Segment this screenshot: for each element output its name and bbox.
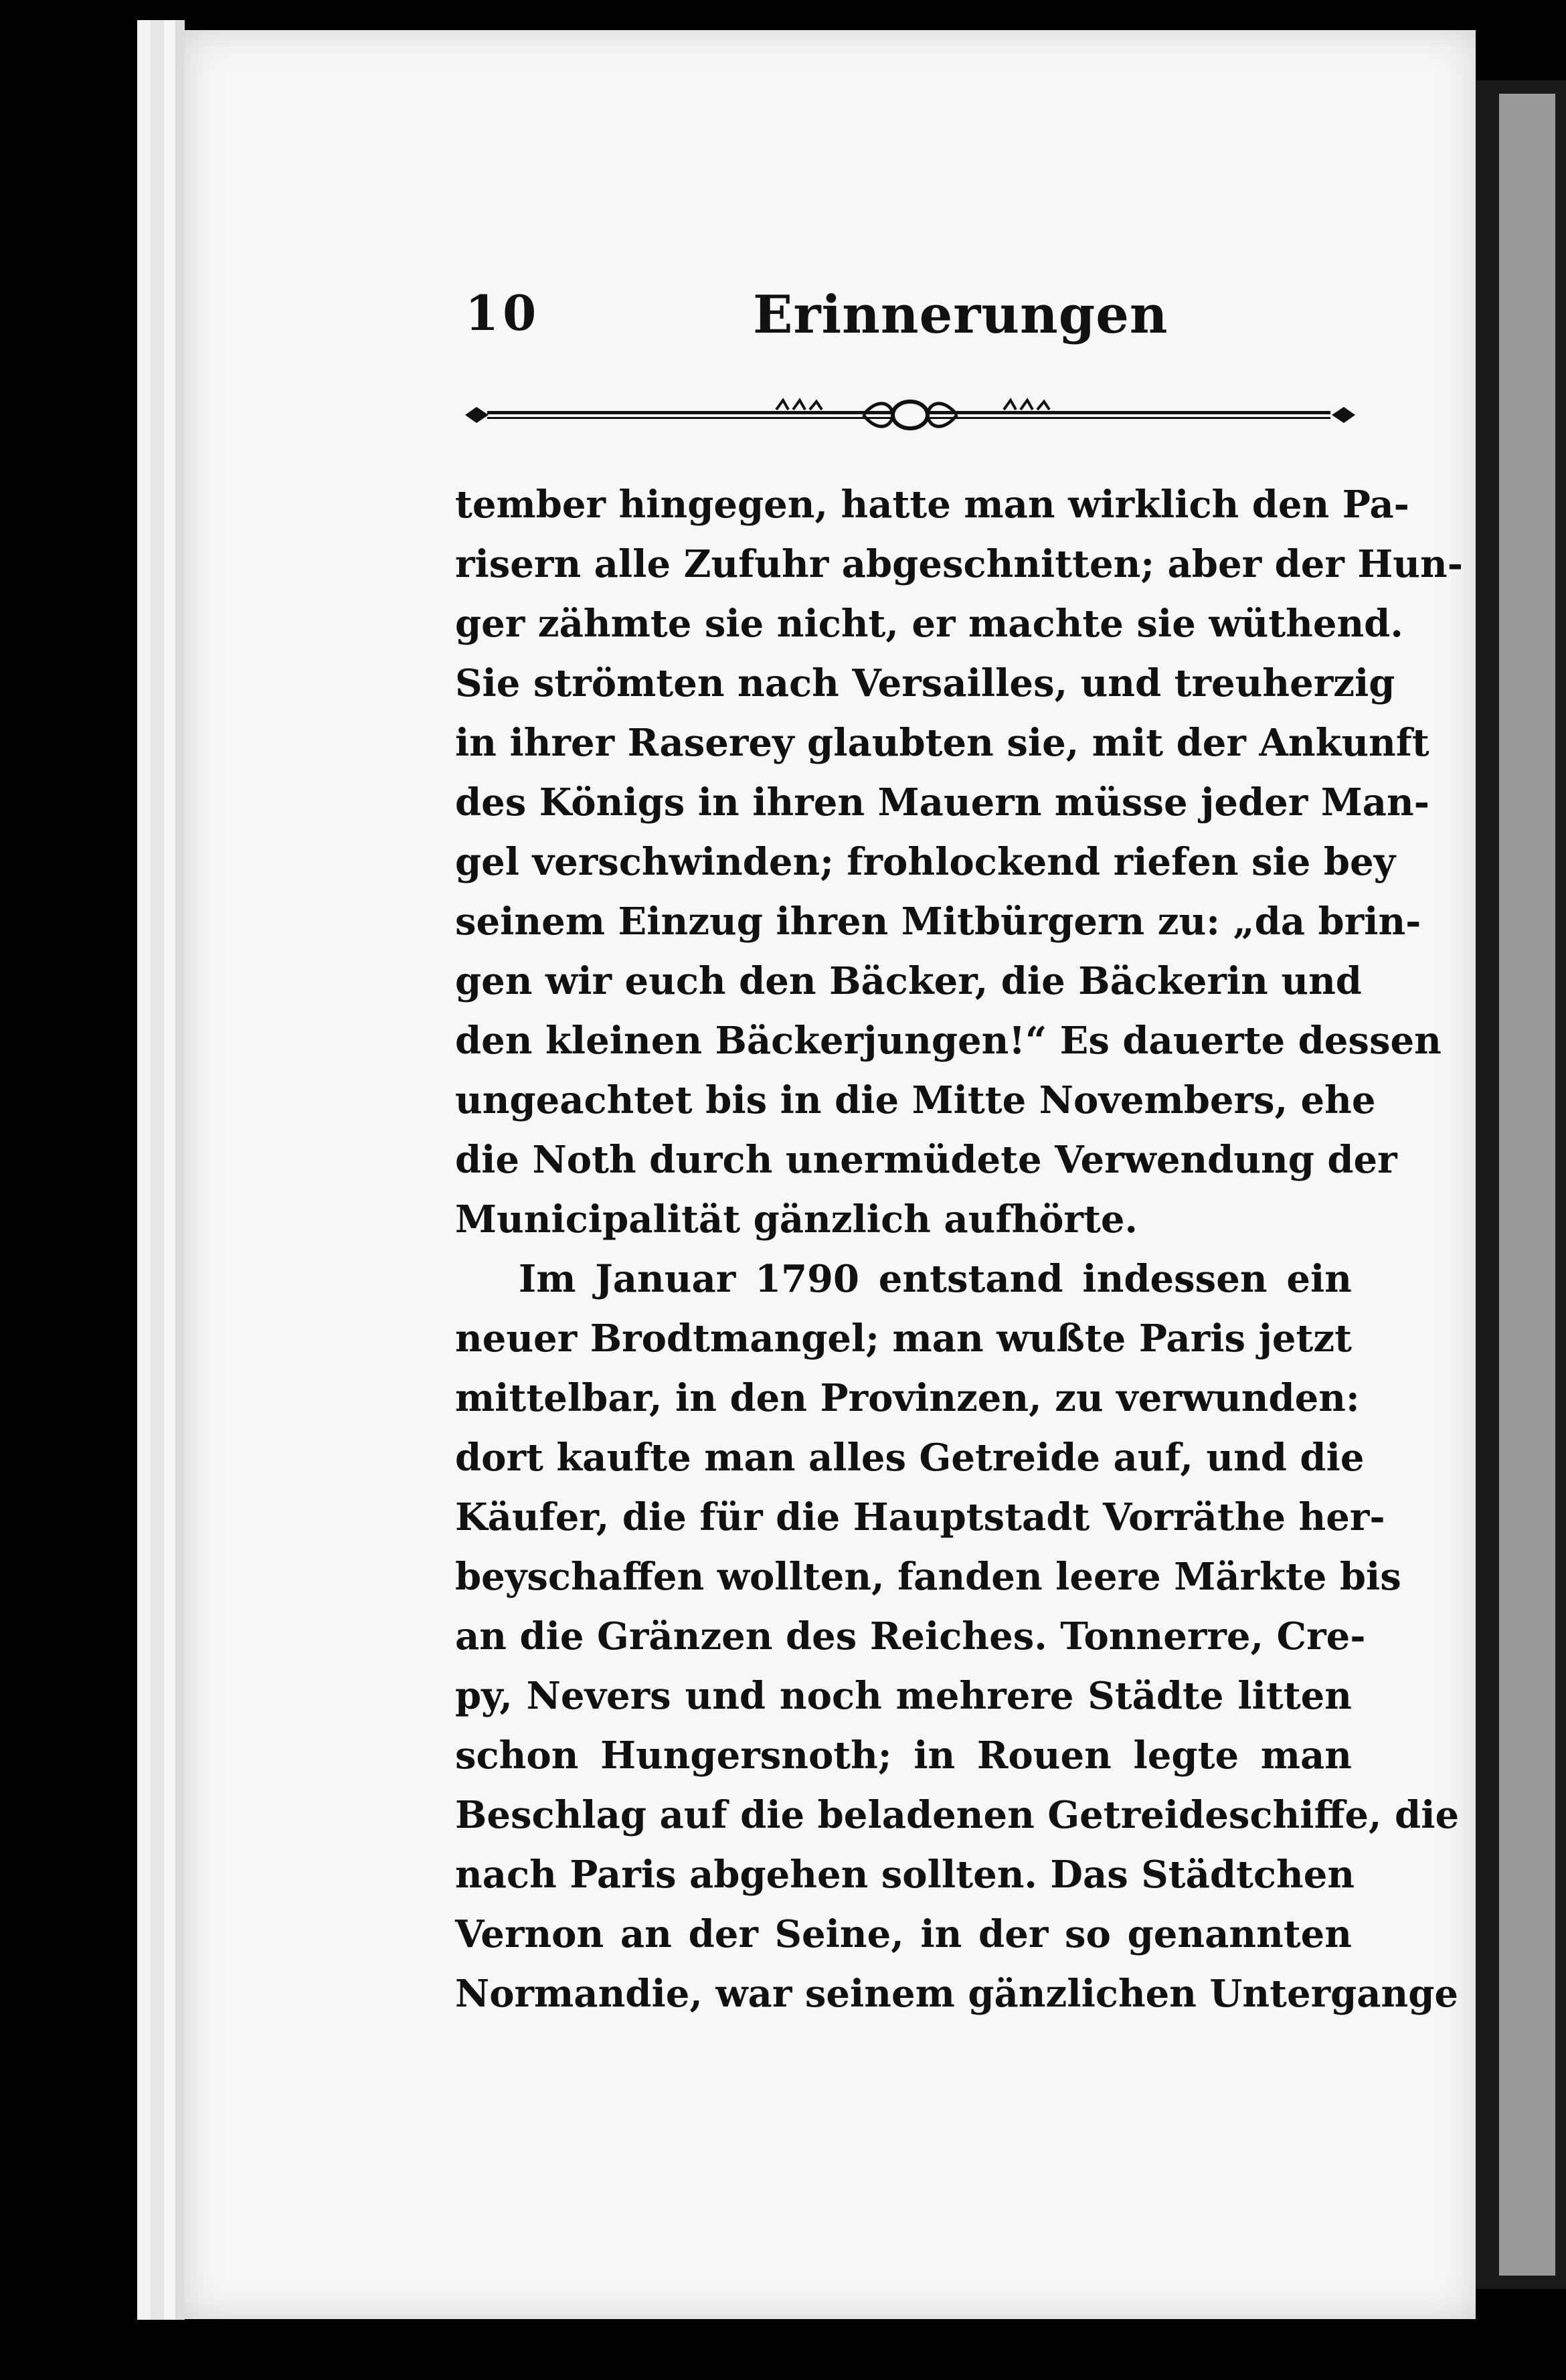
header-ornament-rule <box>462 395 1359 435</box>
text-line: tember hingegen, hatte man wirklich den Pa- <box>455 483 1409 527</box>
text-line: an die Gränzen des Reiches. Tonnerre, Cre- <box>455 1614 1366 1659</box>
text-line: des Königs in ihren Mauern müsse jeder Man- <box>455 780 1429 825</box>
text-line: seinem Einzug ihren Mitbürgern zu: „da brin- <box>455 900 1421 944</box>
text-line: ungeachtet bis in die Mitte Novembers, ehe <box>455 1078 1376 1122</box>
text-line: neuer Brodtmangel; man wußte Paris jetzt <box>455 1316 1352 1361</box>
text-line: schon Hungersnoth; in Rouen legte man <box>455 1733 1352 1778</box>
next-page-edge <box>1499 94 1555 2276</box>
text-line: dort kaufte man alles Getreide auf, und die <box>455 1436 1365 1480</box>
text-line: gel verschwinden; frohlockend riefen sie bey <box>455 840 1396 884</box>
text-line: Im Januar 1790 entstand indessen ein <box>519 1257 1352 1301</box>
text-line: mittelbar, in den Provinzen, zu verwunden: <box>455 1376 1360 1420</box>
text-line: Vernon an der Seine, in der so genannten <box>455 1912 1352 1956</box>
text-line: nach Paris abgehen sollten. Das Städtchen <box>455 1853 1355 1897</box>
page-header <box>268 284 1345 358</box>
text-line: Sie strömten nach Versailles, und treuherzig <box>455 661 1395 705</box>
text-line: py, Nevers und noch mehrere Städte litten <box>455 1674 1352 1718</box>
text-line: beyschaffen wollten, fanden leere Märkte bis <box>455 1555 1401 1599</box>
text-line: den kleinen Bäckerjungen!“ Es dauerte dessen <box>455 1019 1442 1063</box>
text-line: Käufer, die für die Hauptstadt Vorräthe her- <box>455 1495 1385 1539</box>
body-text <box>455 475 1463 2024</box>
text-line: gen wir euch den Bäcker, die Bäckerin und <box>455 959 1362 1003</box>
text-line: Beschlag auf die beladenen Getreideschiffe, die <box>455 1793 1460 1837</box>
page-number: 10 <box>465 284 541 341</box>
page-edge <box>175 20 185 2320</box>
running-title: Erinnerungen <box>753 284 1168 345</box>
text-line: ger zähmte sie nicht, er machte sie wüthend. <box>455 602 1403 646</box>
text-line: Municipalität gänzlich aufhörte. <box>455 1197 1138 1242</box>
text-line: in ihrer Raserey glaubten sie, mit der Ankunft <box>455 721 1429 765</box>
text-line: risern alle Zufuhr abgeschnitten; aber der Hun- <box>455 542 1463 586</box>
text-line: Normandie, war seinem gänzlichen Untergange <box>455 1972 1459 2016</box>
text-line: die Noth durch unermüdete Verwendung der <box>455 1138 1397 1182</box>
